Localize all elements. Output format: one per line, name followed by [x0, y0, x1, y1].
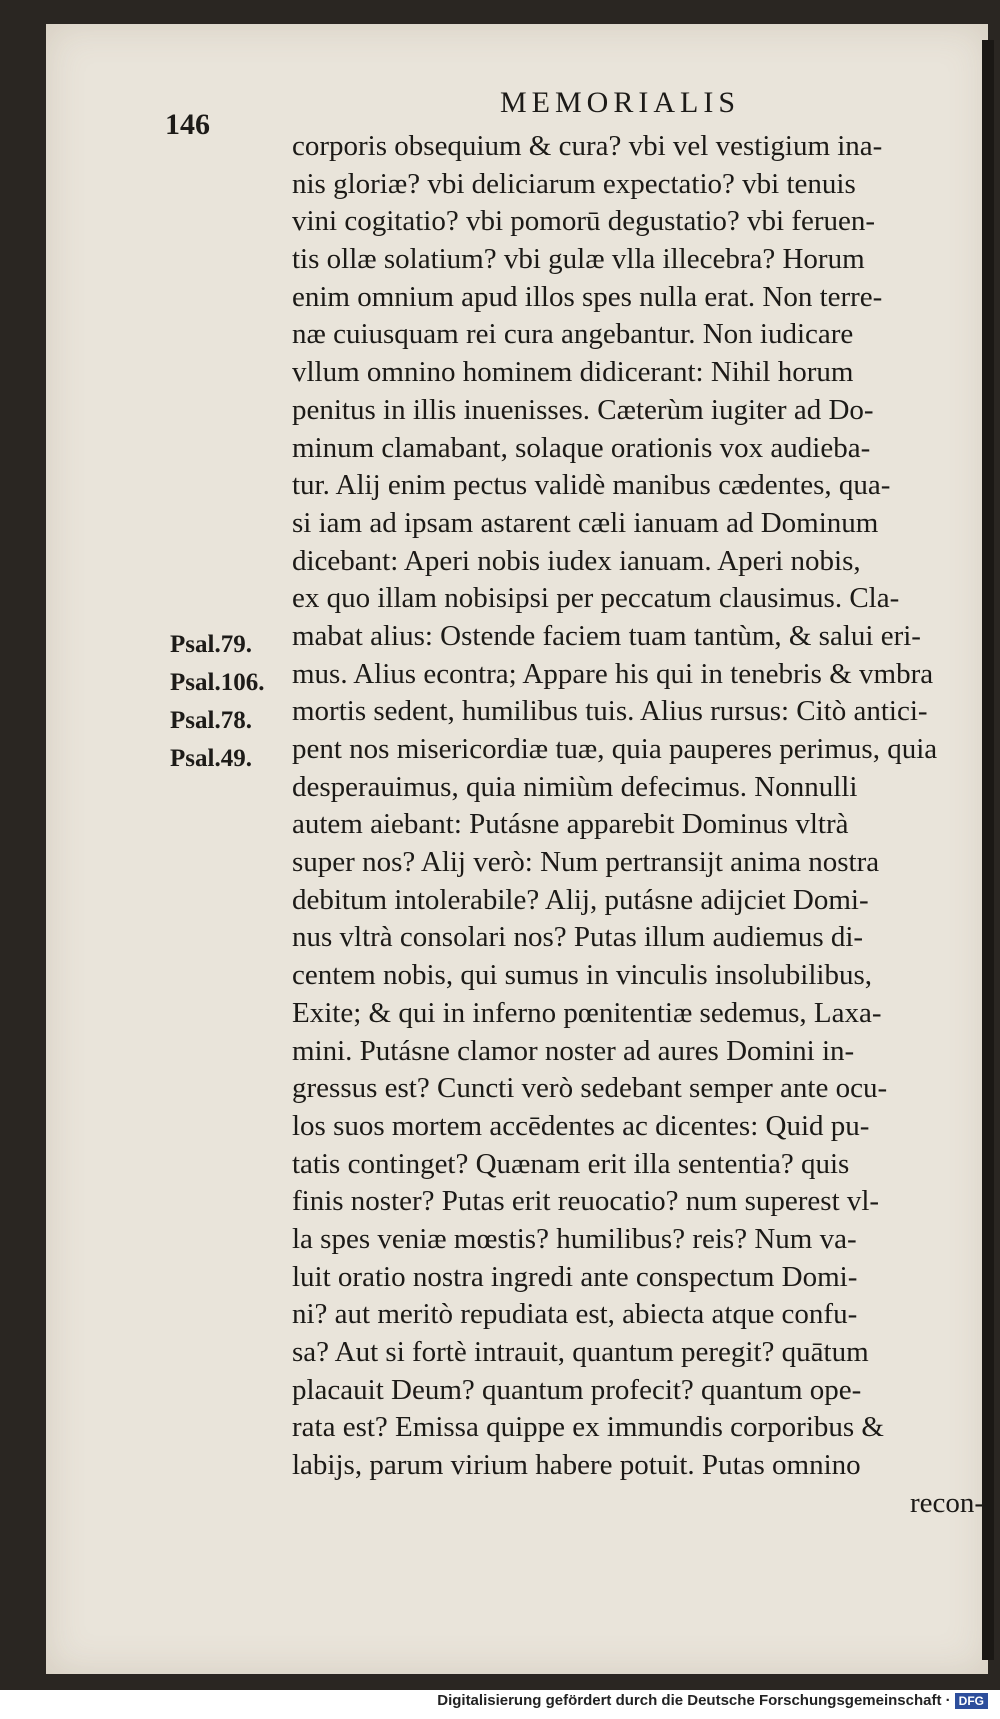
margin-note: Psal.49.: [170, 745, 252, 772]
margin-note: Psal.106.: [170, 669, 265, 696]
catchword: recon-: [909, 1486, 984, 1519]
text-line: Exite; & qui in inferno pœnitentiæ sedemus, Laxa-: [292, 996, 882, 1029]
text-line: autem aiebant: Putásne apparebit Dominus vltrà: [292, 808, 849, 841]
text-line: tatis continget? Quænam erit illa sententia? quis: [292, 1147, 850, 1180]
text-line: luit oratio nostra ingredi ante conspectum Domi-: [292, 1260, 858, 1293]
body-text: [292, 128, 992, 1522]
text-line: super nos? Alij verò: Num pertransijt anima nostra: [292, 846, 880, 879]
text-line: mortis sedent, humilibus tuis. Alius rursus: Citò antici-: [292, 695, 928, 728]
text-line: sa? Aut si fortè intrauit, quantum peregit? quātum: [292, 1336, 869, 1368]
text-line: mus. Alius econtra; Appare his qui in tenebris & vmbra: [292, 657, 934, 690]
running-head: MEMORIALIS: [500, 86, 741, 119]
text-line: centem nobis, qui sumus in vinculis insolubilibus,: [292, 959, 872, 992]
text-line: pent nos misericordiæ tuæ, quia pauperes perimus, quia: [292, 733, 938, 765]
text-line: nus vltrà consolari nos? Putas illum audiemus di-: [292, 921, 864, 954]
text-line: si iam ad ipsam astarent cæli ianuam ad Dominum: [292, 506, 879, 539]
text-line: minum clamabant, solaque orationis vox audieba-: [292, 431, 871, 464]
text-line: mini. Putásne clamor noster ad aures Domini in-: [292, 1034, 855, 1067]
text-line: mabat alius: Ostende faciem tuam tantùm, & salui eri-: [292, 619, 921, 652]
text-line: labijs, parum virium habere potuit. Putas omnino: [292, 1449, 861, 1482]
text-line: ex quo illam nobisipsi per peccatum clausimus. Cla-: [292, 582, 900, 615]
text-line: finis noster? Putas erit reuocatio? num superest vl-: [292, 1185, 880, 1218]
text-line: ni? aut meritò repudiata est, abiecta atque confu-: [292, 1298, 858, 1331]
text-line: enim omnium apud illos spes nulla erat. Non terre-: [292, 280, 883, 313]
text-line: corporis obsequium & cura? vbi vel vestigium ina-: [292, 130, 883, 162]
text-line: debitum intolerabile? Alij, putásne adijciet Domi-: [292, 883, 869, 916]
text-line: la spes veniæ mœstis? humilibus? reis? Num va-: [292, 1222, 857, 1255]
text-line: desperauimus, quia nimiùm defecimus. Nonnulli: [292, 770, 858, 803]
digitization-footer: [0, 1692, 988, 1709]
text-line: gressus est? Cuncti verò sedebant semper ante ocu-: [292, 1072, 888, 1105]
text-line: vini cogitatio? vbi pomorū degustatio? vbi feruen-: [292, 205, 876, 238]
dfg-logo: DFG: [955, 1693, 988, 1709]
footer-text: Digitalisierung gefördert durch die Deutsche Forschungsgemeinschaft ·: [437, 1692, 951, 1709]
text-line: næ cuiusquam rei cura angebantur. Non iudicare: [292, 318, 854, 351]
page-number: 146: [165, 108, 210, 141]
text-line: tis ollæ solatium? vbi gulæ vlla illecebra? Horum: [292, 243, 865, 276]
text-line: dicebant: Aperi nobis iudex ianuam. Aperi nobis,: [292, 544, 861, 577]
text-line: los suos mortem accēdentes ac dicentes: Quid pu-: [292, 1109, 870, 1142]
text-line: placauit Deum? quantum profecit? quantum ope-: [292, 1373, 862, 1406]
text-line: nis gloriæ? vbi deliciarum expectatio? vbi tenuis: [292, 167, 856, 200]
text-line: penitus in illis inuenisses. Cæterùm iugiter ad Do-: [292, 393, 874, 426]
margin-note: Psal.79.: [170, 631, 252, 658]
margin-note: Psal.78.: [170, 707, 252, 734]
text-line: vllum omnino hominem didicerant: Nihil horum: [292, 356, 854, 389]
margin-notes: [170, 626, 264, 778]
text-line: rata est? Emissa quippe ex immundis corporibus &: [292, 1411, 884, 1444]
text-line: tur. Alij enim pectus validè manibus cædentes, qua-: [292, 469, 891, 502]
